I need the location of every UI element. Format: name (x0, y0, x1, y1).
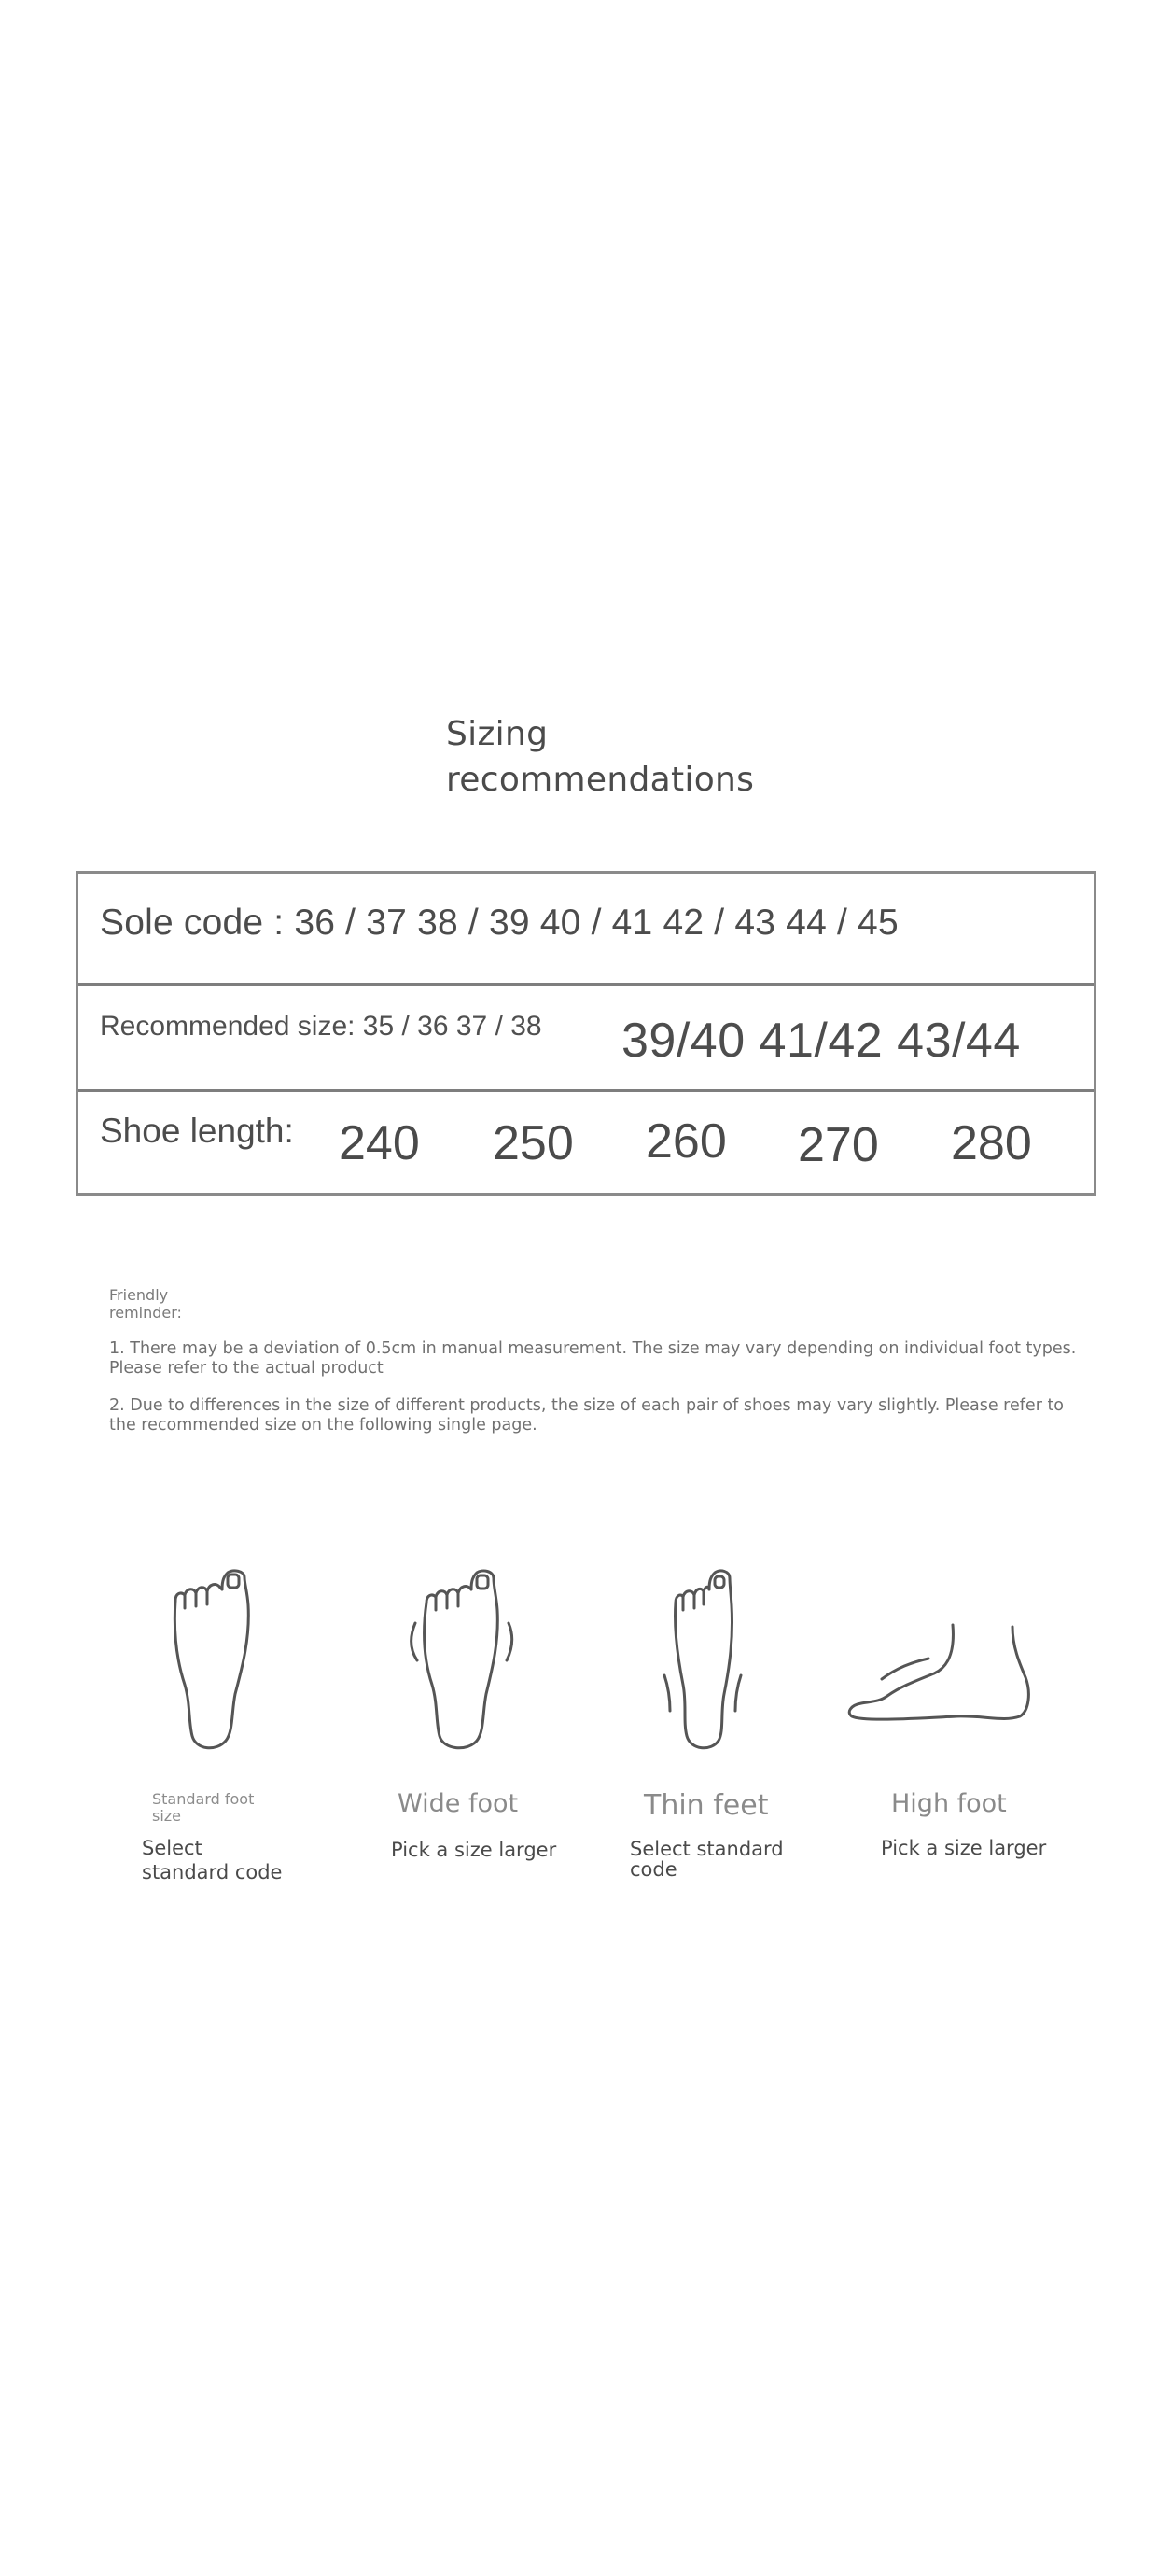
recommended-size-row (78, 983, 1094, 1092)
high-foot-label: High foot (891, 1789, 1007, 1818)
reminder-heading (109, 1286, 193, 1322)
reminder-item-1: 1. There may be a deviation of 0.5cm in manual measurement. The size may vary depending on individual foot types. Please refer to the actual product (109, 1339, 1077, 1378)
shoe-length-value: 270 (798, 1118, 879, 1172)
page-title-line-2: recommendations (446, 761, 755, 799)
high-arch-foot-icon (844, 1619, 1031, 1722)
standard-foot-icon (168, 1563, 261, 1755)
standard-foot-advice: Select standard code (142, 1837, 283, 1883)
recommended-size-right: 39/40 41/42 43/44 (621, 1014, 1021, 1068)
reminder-heading-line-2: reminder: (109, 1304, 182, 1322)
wide-foot-advice: Pick a size larger (391, 1839, 557, 1861)
wide-foot-icon (404, 1563, 516, 1755)
shoe-length-value: 260 (646, 1114, 727, 1169)
standard-foot-label: Standard foot size (152, 1790, 255, 1825)
friendly-reminder (109, 1286, 1080, 1435)
shoe-length-label: Shoe length: (100, 1112, 294, 1150)
sole-code-row (78, 874, 1094, 986)
size-table (76, 871, 1096, 1196)
reminder-heading-line-1: Friendly (109, 1286, 169, 1304)
thin-foot-label: Thin feet (644, 1789, 769, 1822)
shoe-length-row (78, 1089, 1094, 1193)
page-title-line-1: Sizing (446, 715, 549, 753)
reminder-item-2: 2. Due to differences in the size of different products, the size of each pair of shoes may vary slightly. Please refer to the recommended size on the following single page. (109, 1396, 1065, 1435)
thin-foot-icon (655, 1563, 748, 1755)
shoe-length-value: 240 (339, 1116, 420, 1170)
wide-foot-label: Wide foot (398, 1789, 519, 1818)
recommended-size-left: Recommended size: 35 / 36 37 / 38 (100, 1011, 542, 1042)
page-title (446, 711, 754, 803)
high-foot-advice: Pick a size larger (881, 1837, 1047, 1859)
shoe-length-value: 250 (493, 1116, 574, 1170)
sole-code-text: Sole code : 36 / 37 38 / 39 40 / 41 42 / 43 44 / 45 (100, 903, 899, 943)
thin-foot-advice: Select standard code (630, 1838, 784, 1881)
shoe-length-value: 280 (951, 1116, 1032, 1170)
